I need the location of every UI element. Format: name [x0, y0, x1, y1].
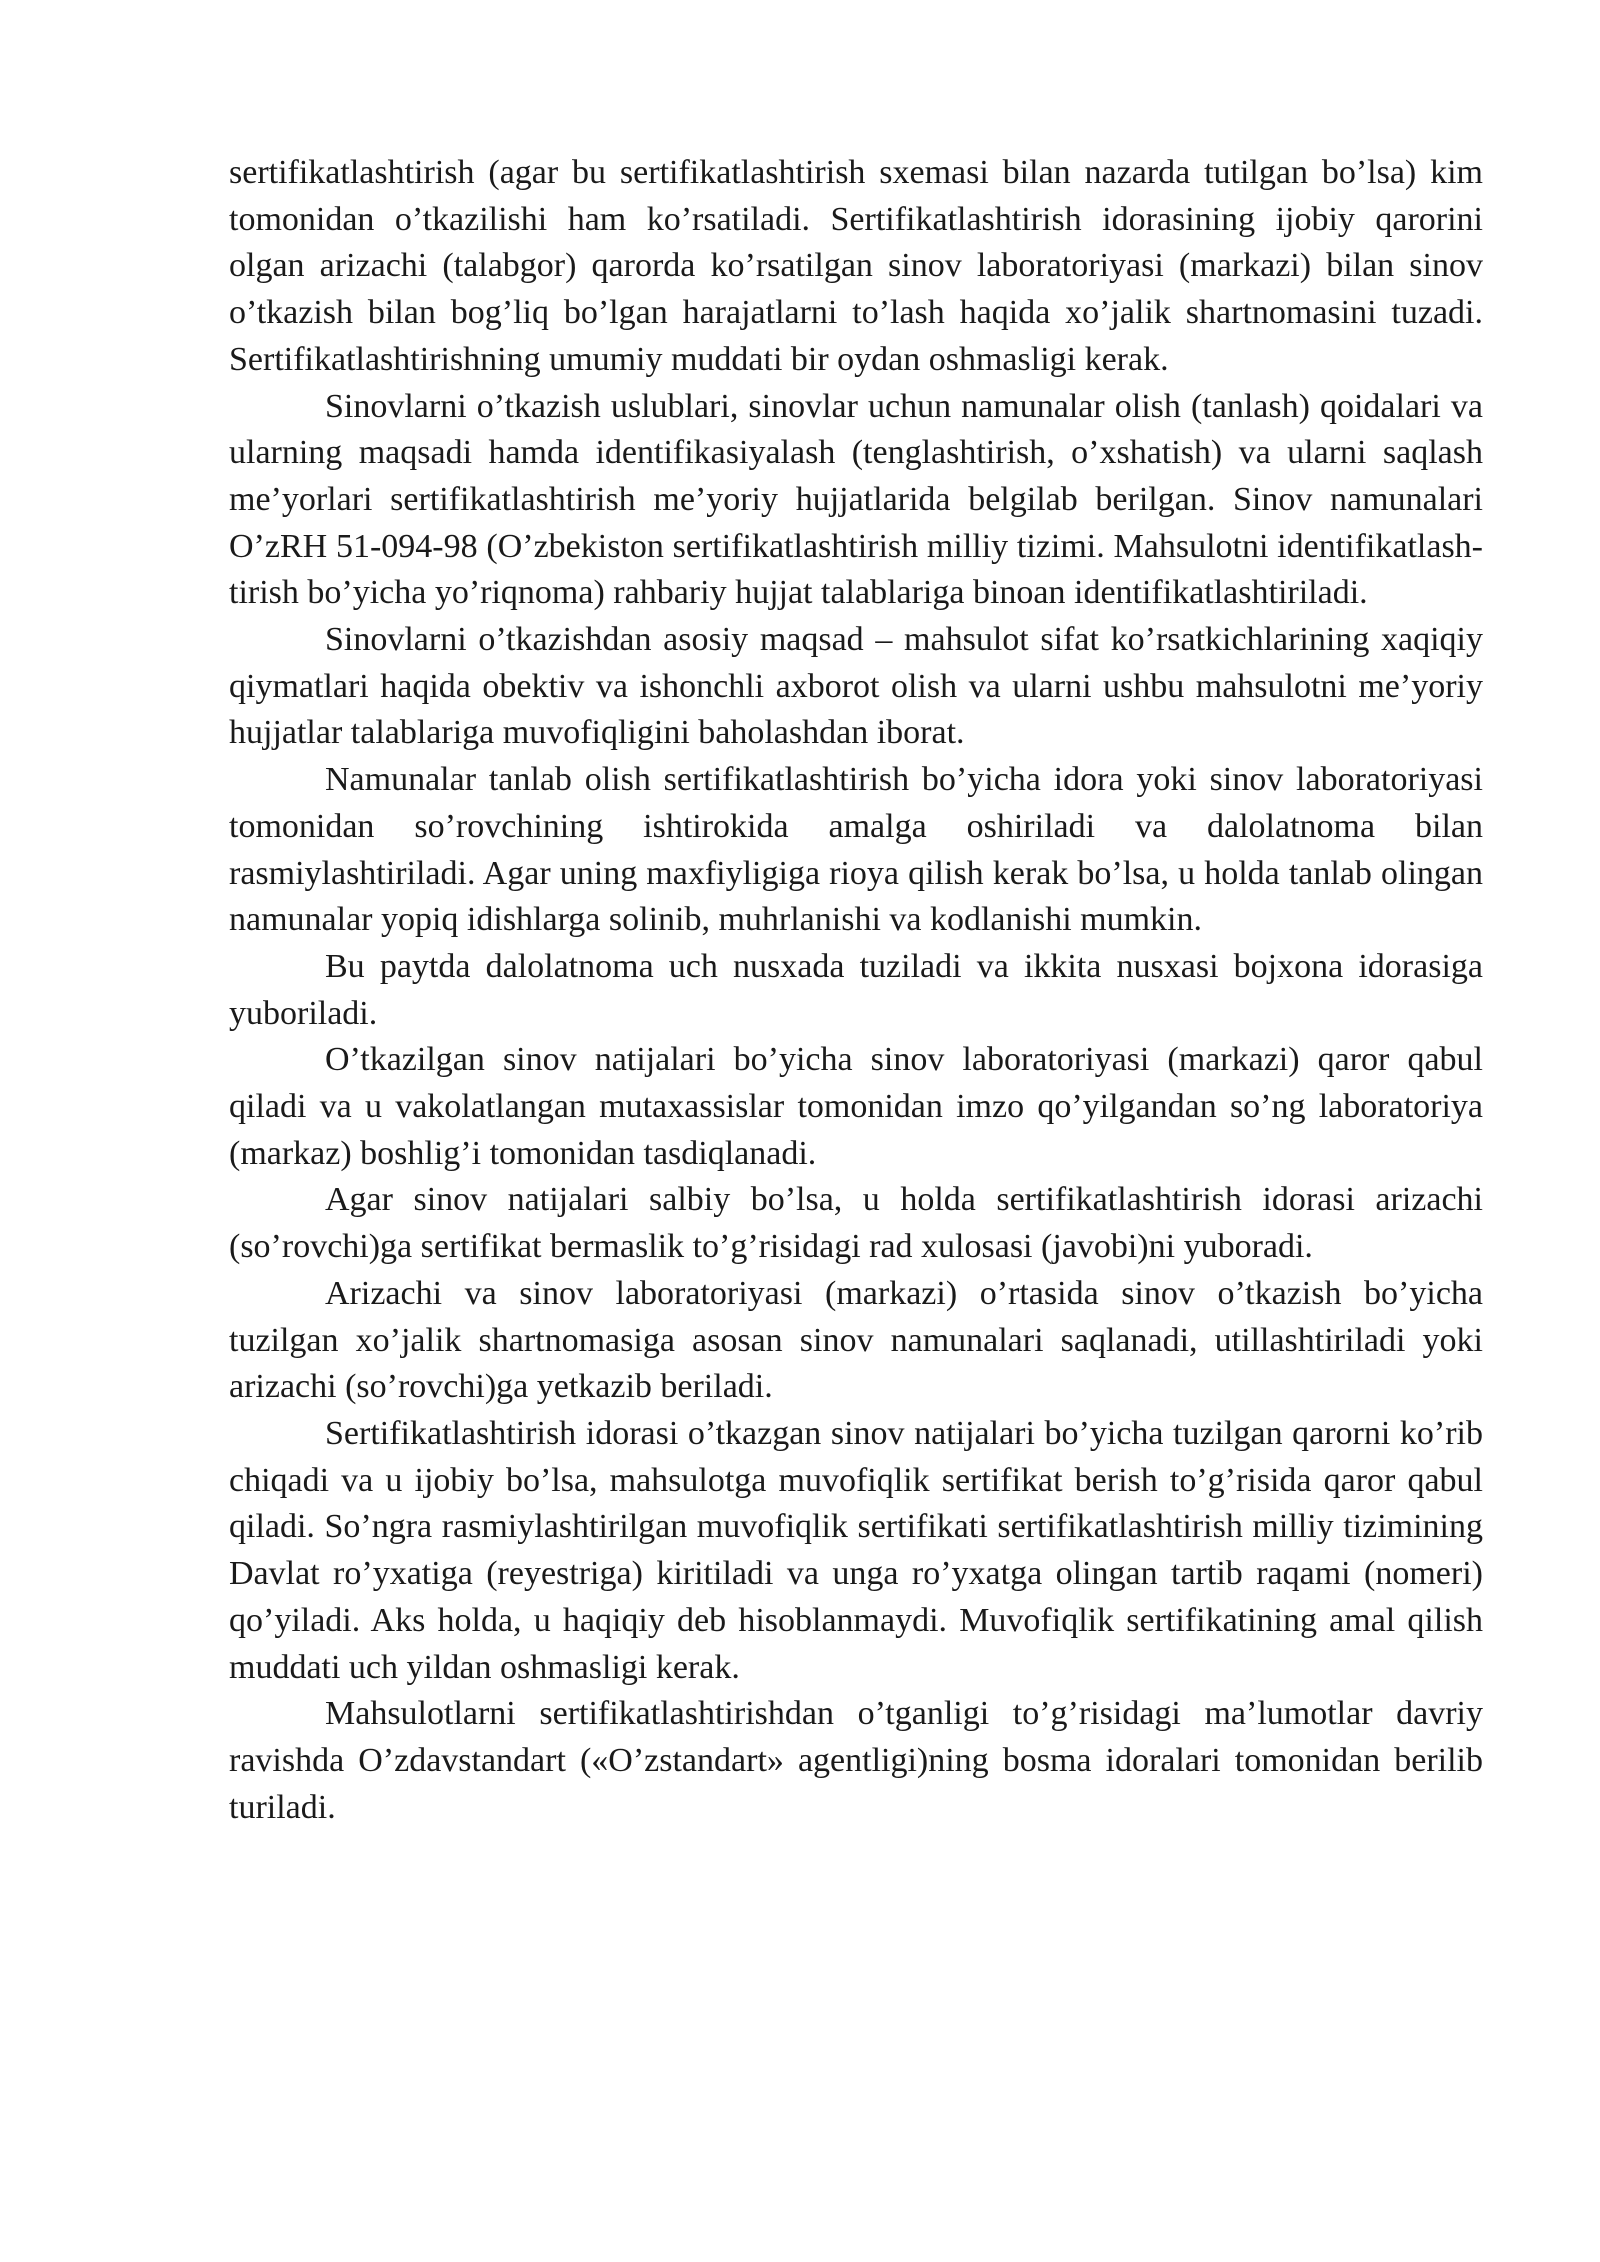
paragraph-9: Sertifikatlashtirish idorasi o’tkazgan sinov natijalari bo’yicha tuzilgan qarorni ko’rib chiqadi va u ijobiy bo’lsa, mahsulotga muvofiqlik sertifikat berish to’g’risida qaror qabul qiladi. So’ngra rasmiylashtirilgan muvofiqlik sertifikati sertifikatlashtirish milliy tizimining Davlat ro’yxatiga (reyestriga) kiritiladi va unga ro’yxatga olingan tartib raqami (nomeri) qo’yiladi. Aks holda, u haqiqiy deb hisoblanmaydi. Muvofiqlik sertifikatining amal qilish muddati uch yildan oshmasligi kerak.	[229, 1414, 1483, 1686]
paragraph-2: Sinovlarni o’tkazish uslublari, sinovlar uchun namunalar olish (tanlash) qoidalari va ularning maqsadi hamda identifikasiyalash (tenglashtirish, o’xshatish) va ularni saqlash me’yorlari sertifikatlashtirish me’yoriy hujjatlarida belgilab berilgan. Sinov namunalari O’zRH 51-094-98 (O’zbekiston sertifikatlashtirish milliy tizimi. Mahsulotni identifikatlash-tirish bo’yicha yo’riqnoma) rahbariy hujjat talablariga binoan identifikatlashtiriladi.	[229, 387, 1483, 612]
paragraph-8: Arizachi va sinov laboratoriyasi (markazi) o’rtasida sinov o’tkazish bo’yicha tuzilgan xo’jalik shartnomasiga asosan sinov namunalari saqlanadi, utillashtiriladi yoki arizachi (so’rovchi)ga yetkazib beriladi.	[229, 1274, 1483, 1406]
paragraph-5: Bu paytda dalolatnoma uch nusxada tuziladi va ikkita nusxasi bojxona idorasiga yuboriladi.	[229, 947, 1483, 1032]
paragraph-4: Namunalar tanlab olish sertifikatlashtirish bo’yicha idora yoki sinov laboratoriyasi tomonidan so’rovchining ishtirokida amalga oshiriladi va dalolatnoma bilan rasmiylashtiriladi. Agar uning maxfiyligiga rioya qilish kerak bo’lsa, u holda tanlab olingan namunalar yopiq idishlarga solinib, muhrlanishi va kodlanishi mumkin.	[229, 761, 1483, 939]
paragraph-7: Agar sinov natijalari salbiy bo’lsa, u holda sertifikatlashtirish idorasi arizachi (so’rovchi)ga sertifikat bermaslik to’g’risidagi rad xulosasi (javobi)ni yuboradi.	[229, 1181, 1483, 1266]
paragraph-3: Sinovlarni o’tkazishdan asosiy maqsad – mahsulot sifat ko’rsatkichlarining xaqiqiy qiymatlari haqida obektiv va ishonchli axborot olish va ularni ushbu mahsulotni me’yoriy hujjatlar talablariga muvofiqligini baholashdan iborat.	[229, 621, 1483, 752]
document-page	[229, 150, 1483, 1831]
paragraph-10: Mahsulotlarni sertifikatlashtirishdan o’tganligi to’g’risidagi ma’lumotlar davriy ravishda O’zdavstandart («O’zstandart» agentligi)ning bosma idoralari tomonidan berilib turiladi.	[229, 1695, 1483, 1826]
paragraph-1: sertifikatlashtirish (agar bu sertifikatlashtirish sxemasi bilan nazarda tutilgan bo’lsa) kim tomonidan o’tkazilishi ham ko’rsatiladi. Sertifikatlashtirish idorasining ijobiy qarorini olgan arizachi (talabgor) qarorda ko’rsatilgan sinov laboratoriyasi (markazi) bilan sinov o’tkazish bilan bog’liq bo’lgan harajatlarni to’lash haqida xo’jalik shartnomasini tuzadi. Sertifikatlashtirishning umumiy muddati bir oydan oshmasligi kerak.	[229, 154, 1483, 378]
paragraph-6: O’tkazilgan sinov natijalari bo’yicha sinov laboratoriyasi (markazi) qaror qabul qiladi va u vakolatlangan mutaxassislar tomonidan imzo qo’yilgandan so’ng laboratoriya (markaz) boshlig’i tomonidan tasdiqlanadi.	[229, 1041, 1483, 1172]
